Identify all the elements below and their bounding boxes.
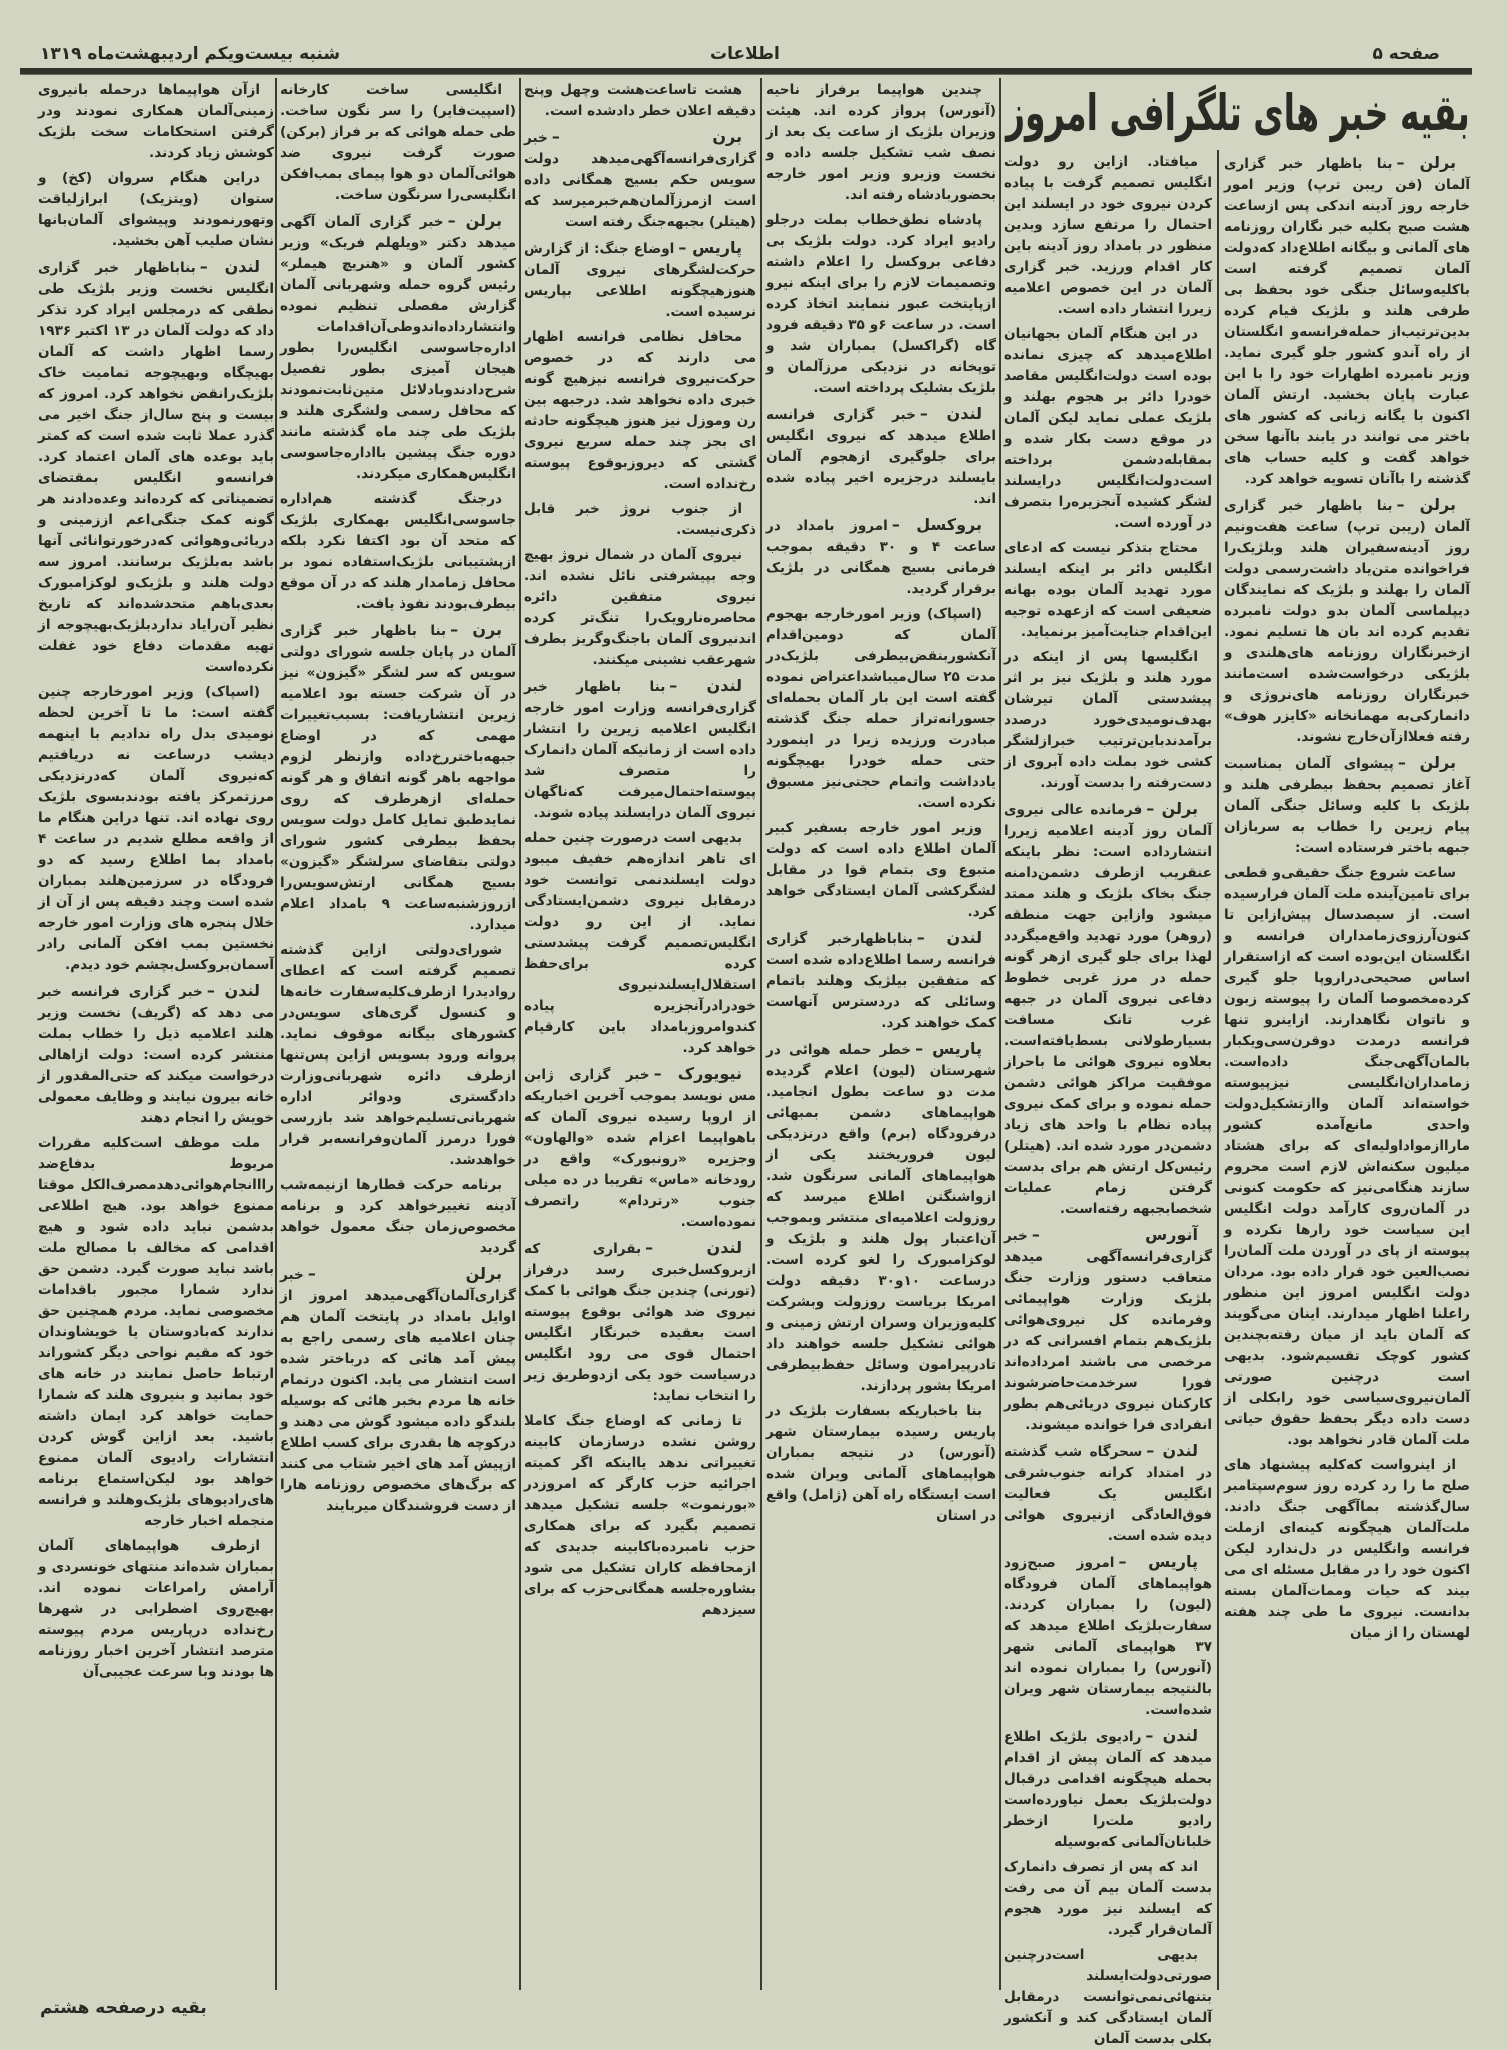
dateline: لندن – xyxy=(645,1238,742,1257)
news-paragraph xyxy=(1004,1857,1212,1941)
news-paragraph xyxy=(280,489,516,615)
masthead xyxy=(20,44,1470,66)
paragraph-text: ساعت شروع جنگ حقیقی‌و قطعی برای تامین‌آینده ملت آلمان فرارسیده است. از سیصدسال پیش‌ازاین تا کنون‌آرزوی‌زمامداران فرانسه و انگلستان این‌بوده است که ازاستقرار اساس صحیحی‌دراروپا جلو گیری کرده‌مخصوصا آلمان را پیوسته زبون و ناتوان نگاهدارند. ازاینرو تنها فرانسه درمدت دوقرن‌سی‌ویکبار بالمان‌آگهی‌جنگ داده‌است. زمامداران‌انگلیسی نیزپیوسته خواسته‌اند آلمان واازتشکیل‌دولت واحدی مانع‌آمده کشور ماراازمواداولیه‌ای که برای هشتاد میلیون سکنه‌اش لازم است محروم سازند هنگامی‌نیز که حکومت کنونی در آلمان‌روی کارآمد دولت انگلیس این سیاست خود رارها نکرده و پیوسته از پای در آوردن ملت آلمان‌را نصب‌العین خود قرار داده بود. مردان دولت انگلیس امروز این منظور راعلنا اظهار میدارند. اینان می‌گویند که آلمان باید از میان رفته‌بچندین کشور کوچک تقسیم‌شود. بدیهی است درچنین صورتی آلمان‌نیروی‌سیاسی خود رابکلی از دست داده دیگر بحفظ حقوق حیاتی ملت آلمان قادر نخواهد بود. xyxy=(1224,865,1470,1448)
dateline: آنورس – xyxy=(1031,1225,1198,1244)
news-paragraph xyxy=(766,927,996,1034)
article-column xyxy=(38,80,274,1987)
paragraph-text: وزیر امور خارجه بسفیر کبیر آلمان اطلاع داده است که دولت متبوع وی بتمام قوا در مقابل لشگرکشی آلمان ایستادگی خواهد کرد. xyxy=(766,820,996,920)
news-paragraph xyxy=(280,210,516,485)
dateline: برلن – xyxy=(1396,153,1457,172)
news-paragraph xyxy=(524,327,756,495)
dateline: نیویورک – xyxy=(653,1064,742,1083)
news-paragraph xyxy=(1004,647,1212,794)
news-paragraph xyxy=(1004,152,1212,320)
paragraph-text: ازآن هواپیماها درحمله بانیروی زمینی‌آلمان همکاری نمودند ودر گرفتن استحکامات سخت بلژیک کوشش زیاد کردند. xyxy=(38,82,274,161)
dateline: برن – xyxy=(450,620,503,639)
news-paragraph xyxy=(524,1411,756,1621)
paragraph-text: از اینرواست که‌کلیه پیشنهاد های صلح ما را رد کرده روز سوم‌سپتامبر سال‌گذشته بماآگهی جنگ دادند. ملت‌آلمان هیچگونه کینه‌ای ازملت فرانسه وانگلیس در دل‌ندارد لیکن اکنون خود را در مقابل مسئله ای می بیند که حیات وممات‌آلمان بسته بدانست. نیروی ما طی چند هفته لهستان را از میان xyxy=(1224,1457,1470,1641)
paragraph-text: برنامه حرکت قطارها ازنیمه‌شب آدینه تغییرخواهد کرد و برنامه مخصوص‌زمان جنگ معمول خواهد گردید xyxy=(280,1177,516,1256)
news-paragraph xyxy=(766,80,996,206)
news-paragraph xyxy=(38,980,274,1129)
dateline: لندن – xyxy=(199,257,261,276)
column-divider xyxy=(760,78,762,1990)
news-paragraph xyxy=(524,80,756,122)
column-divider xyxy=(1217,150,1219,1990)
paragraph-text: خبر گزاری ژابن مس نویسد بموجب آخرین اخباریکه از اروپا رسیده نیروی آلمان که باهواپیما اعزام شده «والهاون» وجزیره «رونبورک» واقع در رودخانه «ماس» تقریبا در ده میلی جنوب «رتردام» راتصرف نموده‌است. xyxy=(524,1067,756,1230)
paragraph-text: میافتاد. ازاین رو دولت انگلیس تصمیم گرفت با پیاده کردن نیروی خود در ایسلند این احتمال را مرتفع سازد وبدین منظور در بامداد روز آدینه باین کار اقدام ورزید. خبر گزاری آلمان در این خصوص اعلامیه زیررا انتشار داده است. xyxy=(1004,154,1212,317)
dateline: بروکسل – xyxy=(891,515,982,534)
news-paragraph xyxy=(280,1175,516,1259)
paragraph-text: (اسپاک) وزیر امورخارجه بهجوم آلمان که دومین‌اقدام آنکشوربنقض‌بیطرفی بلژیک‌در مدت ۲۵ سال‌میباشداعتراض نموده گفته است این بار آلمان بحمله‌ای جسورانه‌تراز حمله جنگ گذشته مبادرت ورزیده زیرا در اینمورد حتی حمله خودرا بهیچگونه یادداشت واتمام حجتی‌نیز مسبوق نکرده است. xyxy=(766,606,996,811)
paragraph-text: بناباظهار خبر گزاری انگلیس نخست وزیر بلژیک طی نطقی که درمجلس ایراد کرد تذکر داد که دولت آلمان در ۱۳ اکتبر ۱۹۳۶ رسما اظهار داشت که آلمان بهیچگاه وبهیچوجه تمامیت خاک بلژیک‌رانقض نخواهد کرد. امروز که بیست و پنج سال‌از جنگ اخیر می گذرد عملا ثابت شده است که کمتر باید بوعده های آلمان اعتماد کرد. فرانسه‌و انگلیس بمقتضای تضمیناتی که کرده‌اند وعده‌دادند هر گونه کمک جنگی‌اعم اززمینی و دریائی‌وهوائی که‌درخورتوانائی آنها باشد به‌بلژیک برسانند. امروز سه دولت هلند و بلژیک‌و لوکزامبورک بعدی‌باهم متحدشده‌اند که تاریخ نظیر آن‌رایاد ندارد‌بلژیک‌بهیچوجه از تهیه مقدمات دفاع خود غفلت نکرده‌است xyxy=(38,260,275,675)
news-paragraph xyxy=(38,256,274,678)
news-paragraph xyxy=(766,604,996,814)
news-paragraph xyxy=(38,682,274,976)
news-paragraph xyxy=(1004,1551,1212,1721)
news-paragraph xyxy=(524,499,756,541)
issue-date: شنبه بیست‌ویکم اردیبهشت‌ماه ۱۳۱۹ xyxy=(40,44,341,64)
news-paragraph xyxy=(1224,752,1470,859)
paragraph-text: پیشوای آلمان بمناسبت آغاز تصمیم بحفظ بیطرفی هلند و بلژیک با کلیه وسائل جنگی آلمان پیام زیرین را خطاب به سربازان جبهه باختر فرستاده است: xyxy=(1224,756,1470,856)
article-column xyxy=(280,80,516,1987)
paragraph-text: بقراری که ازبروکسل‌خبری رسد درفراز (تورنی) چندین جنگ هوائی با کمک نیروی ضد هوائی بوقوع پیوسته است بعقیده خبرنگار انگلیس احتمال قوی می رود انگلیس درسیاست خود یکی ازدوطریق زیر را انتخاب نماید: xyxy=(524,1241,756,1404)
dateline: لندن – xyxy=(919,404,982,423)
dateline: برلن – xyxy=(1146,799,1199,818)
news-paragraph xyxy=(766,514,996,600)
paragraph-text: امروز بامداد در ساعت ۴ و ۳۰ دقیقه بموجب فرمانی بسیج همگانی در بلژیک برقرار گردید. xyxy=(766,518,996,597)
news-paragraph xyxy=(524,1237,756,1407)
paragraph-text: درجنگ گذشته هم‌اداره جاسوسی‌انگلیس بهمکاری بلژیک که متحد آن بود اکتفا نکرد بلکه ازپشتیبانی بلژیک‌استفاده نمود بر محافل زمامدار هلند که در آن موقع بیطرف‌بودند نفوذ یافت. xyxy=(280,491,516,612)
news-paragraph xyxy=(1004,1725,1212,1853)
article-column xyxy=(524,80,756,1987)
column-divider xyxy=(275,78,277,1990)
news-paragraph xyxy=(280,1263,516,1517)
article-column xyxy=(1004,152,1212,2047)
paragraph-text: (اسپاک) وزیر امورخارجه چنین گفته است: ما تا آخرین لحظه نومیدی بدل راه ندادیم با اینهمه دیشب درساعت نه دریافتیم که‌نیروی آلمان که‌درنزدیکی مرزتمرکز یافته بودندبسوی بلژیک روی نهاده اند. تنها دراین هنگام ما از واقعه مطلع شدیم در ساعت ۴ بامداد بما اطلاع رسید که دو فرودگاه در سرزمین‌هلند بمباران شده است وچند دقیقه پس از آن از خلال پنجره های وزارت امور خارجه نخستین بمب افکن آلمانی رادر آسمان‌بروکسل‌بچشم خود دیدم. xyxy=(38,684,274,973)
paragraph-text: بنا باخباریکه بسفارت بلژیک در پاریس رسیده بیمارستان شهر (آنورس) در نتیجه بمباران هواپیماهای آلمانی ویران شده است ایستگاه راه آهن (ژامل) واقع در استان xyxy=(766,1403,996,1524)
dateline: برن – xyxy=(551,127,742,146)
dateline: پاریس – xyxy=(915,1039,982,1058)
news-paragraph xyxy=(1224,494,1470,748)
paragraph-text: خبر گزاری آلمان آگهی میدهد دکتر «ویلهلم فریک» وزیر کشور آلمان و «هنریچ هیملر» رئیس گروه حمله وشهربانی آلمان گزارش مفصلی تنظیم نموده وانتشارداده‌اندوطی‌آن‌اقدامات اداره‌جاسوسی انگلیس‌را بطور هیجان آمیزی بطور تفصیل شرح‌دادندوبادلائل متین‌ثابت‌نمودند که محافل رسمی ولشگری هلند و بلژیک طی چند ماه گذشته مانند دوره جنگ پیشین بااداره‌جاسوسی انگلیس‌همکاری میکردند. xyxy=(280,214,516,482)
dateline: برلن – xyxy=(1397,753,1456,772)
column-divider xyxy=(999,78,1001,1990)
column-divider xyxy=(519,78,521,1990)
paragraph-text: رادیوی بلژیک اطلاع میدهد که آلمان پیش از اقدام بحمله هیچگونه اقدامی درقبال دولت‌بلژیک بعمل نیاورده‌است رادیو ملت‌را ازخطر خلبانان‌آلمانی که‌بوسیله xyxy=(1004,1729,1212,1850)
dateline: پاریس – xyxy=(1118,1552,1199,1571)
paragraph-text: امروز صبح‌زود هواپیماهای آلمان فرودگاه (لیون) را بمباران کردند. سفارت‌بلژیک اطلاع میدهد که ۳۷ هواپیمای آلمانی شهر (آنورس) را بمباران نموده اند بالنتیجه بیمارستان شهر ویران شده‌است. xyxy=(1004,1555,1212,1718)
paragraph-text: خطر حمله هوائی در شهرستان (لیون) اعلام گردیده مدت دو ساعت بطول انجامید. هواپیماهای دشمن بمبهائی درفرودگاه (برم) واقع درنزدیکی لیون فروریختند یکی از هواپیماهای آلمانی سرنگون شد. ازواشنگتن اطلاع میرسد که روزولت اعلامیه‌ای منتشر وبموجب آن‌اعتبار پول هلند و بلژیک و لوکزامبورک را لغو کرده است. درساعت ۱۰و۳۰ دقیقه دولت امریکا بریاست روزولت وبشرکت کلیه‌وزیران وسران ارتش زمینی و هوائی تشکیل جلسه خواهند داد تادرپیرامون وسائل حفظ‌بیطرفی امریکا بشور پردازند. xyxy=(766,1042,996,1394)
paragraph-text: بنا باظهار خبر گزاری آلمان در پایان جلسه شورای دولتی سویس که سر لشگر «گیزون» نیز در آن شرکت جسته بود اعلامیه زیرین انتشاریافت: بسبب‌تغییرات مهمی که در اوضاع جبهه‌باختررخ‌داده وازنظر لزوم مواجهه باهر گونه اتفاق و هر گونه حمله‌ای ازهرطرف که روی نمایدطبق تمایل کامل دولت سویس بحفظ بیطرفی کشور شورای دولتی بتقاضای سرلشگر «گیزون» بسیج همگانی ارتش‌سویس‌را ازروزشنبه‌ساعت ۹ بامداد اعلام میدارد. xyxy=(280,623,516,933)
dateline: لندن – xyxy=(1146,1441,1198,1460)
news-paragraph xyxy=(1224,152,1470,490)
news-paragraph xyxy=(1224,863,1470,1451)
paragraph-text: چندین هواپیما برفراز ناحیه (آنورس) پرواز کرده اند. هیئت وزیران بلژیک از ساعت یک بعد از نصف شب تشکیل جلسه داده و نخست وزیرو وزیر امور خارجه بحضوربادشاه رفته اند. xyxy=(766,82,996,203)
news-paragraph xyxy=(524,126,756,233)
news-paragraph xyxy=(1004,1440,1212,1547)
news-paragraph xyxy=(38,1133,274,1532)
news-paragraph xyxy=(280,619,516,936)
paragraph-text: بنا باظهار خبر گزاری‌فرانسه وزارت امور خارجه انگلیس اعلامیه زیرین را انتشار داده است از زمانیکه آلمان دانمارک را متصرف شد پیوسته‌احتمال‌میرفت که‌ناگهان نیروی آلمان درایسلند پیاده شوند. xyxy=(524,679,756,821)
paragraph-text: بدیهی است‌درچنین صورتی‌دولت‌ایسلند بتنهائی‌نمی‌توانست درمقابل آلمان ایستادگی کند و آنکشور بکلی بدست آلمان xyxy=(1004,1947,1212,2047)
paragraph-text: اند که پس از تصرف دانمارک بدست آلمان بیم آن می رفت که ایسلند نیز مورد هجوم آلمان‌قرار گیرد. xyxy=(1004,1859,1212,1938)
dateline: لندن – xyxy=(916,928,982,947)
paragraph-text: خبر گزاری‌آلمان‌آگهی‌میدهد امروز از اوایل بامداد در پایتخت آلمان هم چنان اعلامیه های رسمی راجع به پیش آمد هائی که درباختر شده است انتشار می یابد. اکنون درتمام خانه ها مردم بخبر هائی که بوسیله بلندگو داده میشود گوش می دهند و درکوچه ها بقدری برای کسب اطلاع ازپیش آمد های اخیر شتاب می کنند که برگ‌های مخصوص روزنامه هارا از دست فروشندگان میربایند xyxy=(280,1267,516,1514)
newspaper-name: اطلاعات xyxy=(710,44,780,64)
article-column xyxy=(766,80,996,1987)
paragraph-text: سحرگاه شب گذشته در امتداد کرانه جنوب‌شرقی انگلیس یک فعالیت فوق‌العادگی ازنیروی هوائی دیده شده است. xyxy=(1004,1444,1212,1544)
news-paragraph xyxy=(1004,1945,1212,2050)
paragraph-text: فرمانده عالی نیروی آلمان روز آدینه اعلامیه زیررا انتشارداده است: نظر باینکه عنقریب ازطرف دشمن‌دامنه جنگ بخاک بلژیک و هلند ممتد میشود وازاین جهت منطقه (روهر) مورد تهدید واقع‌میگردد لهذا برای جلو گیری ازهر گونه حمله در مرز غربی خطوط دفاعی نیروی آلمان در جبهه غرب تانک مسافت بسیارطولانی بسط‌یافته‌است. بعلاوه نیروی هوائی ما باحراز موفقیت مراکز هوائی دشمن حمله نموده و برای کمک نیروی پیاده نظام با واحد های زیاد دشمن‌در مورد شده اند. (هیتلر) رئیس‌کل ارتش هم برای بدست گرفتن زمام عملیات شخصابجبهه رفته‌است. xyxy=(1004,802,1212,1217)
news-paragraph xyxy=(1224,1455,1470,1644)
continued-notice: بقیه درصفحه هشتم xyxy=(40,1998,207,2018)
paragraph-text: محتاج بتذکر نیست که ادعای انگلیس دائر بر اینکه ایسلند مورد تهدید آلمان بوده بهانه ضعیفی است که ازعهده توجیه این‌اقدام جنایت‌آمیز برنمیاید. xyxy=(1004,540,1212,640)
news-paragraph xyxy=(524,237,756,323)
paragraph-text: از جنوب نروژ خبر قابل ذکری‌نیست. xyxy=(524,501,756,538)
news-paragraph xyxy=(766,210,996,399)
paragraph-text: شورای‌دولتی ازاین گذشته تصمیم گرفته است که اعطای رواديدرا ازطرف‌کلیه‌سفارت خانه‌ها و کنسول گری‌های سویس‌در کشورهای بیگانه موقوف نماید. پروانه ورود بسویس ازاین پس‌تنها ازطرف دائره شهربانی‌وزارت دادگستری ودوائر اداره شهربانی‌تسلیم‌خواهد شد بازرسی فورا درمرز آلمان‌وفرانسه‌بر قرار خواهدشد. xyxy=(280,942,516,1168)
paragraph-text: اوضاع جنگ: از گزارش حرکت‌لشگرهای نیروی آلمان هنوزهیچگونه اطلاعی بپاریس نرسیده است. xyxy=(524,241,756,320)
paragraph-text: ازطرف هواپیماهای آلمان بمباران شده‌اند منتهای خونسردی و آرامش رامراعات نموده اند. بهیچ‌روی اضطرابی در شهرها رخ‌نداده درپاریس مردم پیوسته مترصد انتشار آخرین اخبار روزنامه ها بودند وبا سرعت عجیبی‌آن xyxy=(38,1538,274,1680)
paragraph-text: بناباظهارخبر گزاری فرانسه رسما اطلاع‌داده شده است که متفقین بیلژیک وهلند باتمام وسائلی که دردسترس آنهاست کمک خواهند کرد. xyxy=(766,931,996,1031)
news-paragraph xyxy=(38,1536,274,1683)
news-paragraph xyxy=(1004,798,1212,1220)
dateline: لندن – xyxy=(1145,1726,1199,1745)
news-paragraph xyxy=(38,80,274,164)
headline: بقیه خبر های تلگرافی امروز xyxy=(1006,84,1470,142)
paragraph-text: خبر گزاری فرانسه اطلاع میدهد که نیروی انگلیس برای جلوگیری ازهجوم آلمان بایسلند درجزیره اخیر پیاده شده اند. xyxy=(766,407,996,507)
article-column xyxy=(1224,152,1470,1987)
dateline: لندن – xyxy=(206,981,260,1000)
dateline: برلن – xyxy=(447,211,502,230)
headline-area xyxy=(1002,80,1470,146)
masthead-rule xyxy=(20,68,1472,75)
news-paragraph xyxy=(766,818,996,923)
paragraph-text: ملت موظف است‌کلیه مقررات مربوط بدفاع‌ضد رااانجام‌هوائی‌دهد‌مصرف‌الکل موقتا ممنوع خواهد بود. هیچ اطلاعی بدشمن نباید داده شود و هیچ اقدامی که مخالف با مصالح ملت باشد نباید صورت گیرد. دشمن حق ندارد شمارا مجبور باقدامات مخصوصی نماید. مردم همچنین حق ندارند که‌بادوستان یا خویشاوندان خود که مقیم نواحی دیگر کشوراند ارتباط حاصل نمایند در خانه های خود بمانید و بنیروی هلند که شمارا حمایت خواهد کرد ایمان داشته باشید. بعد ازاین گوش کردن انتشارات رادیوی آلمان ممنوع خواهد بود لیکن‌استماع برنامه های‌رادیوهای بلژیک‌وهلند و فرانسه منجمله اخبار خارجه xyxy=(38,1135,274,1529)
news-paragraph xyxy=(280,940,516,1171)
news-paragraph xyxy=(766,1401,996,1527)
news-paragraph xyxy=(1004,1224,1212,1436)
paragraph-text: پادشاه نطق‌خطاب بملت درجلو رادیو ایراد کرد. دولت بلژیک بی دفاعی بروکسل را اعلام داشته وتصمیمات لازم را برای اینکه نیرو ازپایتخت عبور ننمایند اتخاذ کرده است. در ساعت ۶و ۳۵ دقیقه فرود گاه (گراکسل) بمباران شد و توپخانه در نزدیکی مرزآلمان و بلژیک بشلیک پرداخته است. xyxy=(766,212,997,396)
news-paragraph xyxy=(524,675,756,824)
news-paragraph xyxy=(1004,324,1212,534)
paragraph-text: تا زمانی که اوضاع جنگ کاملا روشن نشده درسازمان کابینه تغییراتی ندهد یااینکه اگر کمیته اجرائیه حزب کارگر که امروزدر «بورنموت» جلسه تشکیل میدهد تصمیم بگیرد که برای همکاری حزب نامبرده‌باکابینه جدیدی که ازمحافظه کاران تشکیل می شود بشاوره‌جلسه همگانی‌حزب که برای سیزدهم xyxy=(524,1413,756,1618)
news-paragraph xyxy=(280,80,516,206)
dateline: برلن – xyxy=(307,1264,502,1283)
news-paragraph xyxy=(1004,538,1212,643)
dateline: لندن – xyxy=(669,676,742,695)
paragraph-text: نیروی آلمان در شمال نروژ بهیچ وجه بپیشرفتی نائل نشده اند. نیروی متفقین دائره محاصره‌نارویک‌را تنگ‌تر کرده اندنیروی آلمان باجنگ‌وگریز بطرف شهرعقب نشینی میکنند. xyxy=(524,547,756,668)
news-paragraph xyxy=(766,403,996,510)
dateline: پاریس – xyxy=(678,238,743,257)
paragraph-text: انگلیسی ساخت کارخانه (اسپیت‌فایر) را سر نگون ساخت. طی حمله هوائی که بر فراز (برکن) صورت گرفت نیروی ضد هوائی‌آلمان دو هوا پیمای بمب‌افکن انگلیسی‌را سرنگون ساخت. xyxy=(280,82,516,203)
paragraph-text: در این هنگام آلمان بجهانیان اطلاع‌میدهد که چیزی نمانده بوده است دولت‌انگلیس مقاصد خودرا دائر بر هجوم بهلند و بلژیک عملی نماید لیکن آلمان در موقع دست بکار شده و بمقابله‌دشمن برداخته است‌دولت‌انگلیس درایسلند لشگر کشیده آنجزیره‌را بتصرف در آورده است. xyxy=(1004,326,1212,531)
news-paragraph xyxy=(524,545,756,671)
page-number: صفحه ۵ xyxy=(1372,44,1440,64)
paragraph-text: خبر گزاری فرانسه خبر می دهد که (گریف) نخست وزیر هلند اعلامیه ذیل را خطاب بملت منتشر کرده است: دولت ازاهالی درخواست میکند که حتی‌المقدور از خانه بیرون نیایند و وظایف معمولی خویش را انجام دهند xyxy=(38,984,274,1126)
news-paragraph xyxy=(524,1063,756,1233)
dateline: برلن – xyxy=(1396,495,1457,514)
news-paragraph xyxy=(766,1038,996,1397)
news-paragraph xyxy=(524,828,756,1059)
paragraph-text: محافل نظامی فرانسه اظهار می دارند که در خصوص حرکت‌نیروی فرانسه نیزهیچ گونه خبری داده نخواهد شد. درجبهه بین رن وموزل نیز هنوز هیچگونه حادثه ای بجز چند حمله سریع نیروی گشتی که دیروزبوقوع پیوسته رخ‌نداده است. xyxy=(524,329,756,492)
paragraph-text: بنا باظهار خبر گزاری آلمان (فن ریبن ترپ) وزیر امور خارجه روز آدینه اندکی پس ازساعت هشت صبح بکلیه خبر نگاران روزنامه های آلمانی و بیگانه اطلاع‌داد که‌دولت آلمان تصمیم گرفته است باکلیه‌وسائل جنگی خود بحفظ بی طرفی هلند و بلژیک قیام کرده بدین‌ترتیب‌از حمله‌فرانسه‌و انگلستان از راه آندو کشور جلو گیری نماید. وزیر نامبرده اظهارات خود را با این عبارت پایان بخشید. ارتش آلمان اکنون با یگانه زبانی که کشور های باختر می توانند در یابند باآنها سخن خواهد گفت و کلیه حساب های گذشته را باآنان تسویه خواهد کرد. xyxy=(1224,156,1470,487)
paragraph-text: بدیهی است درصورت چنین حمله ای تاهر اندازه‌هم خفیف میبود دولت ایسلندنمی توانست خود درمقابل نیروی دشمن‌ایستادگی نماید. از این رو دولت انگلیس‌تصمیم گرفت پیشدستی کرده برای‌حفظ استقلال‌ایسلندنیروی خودرادرآنجزیره پیاده کندوامروزبامداد باین کارقیام خواهد کرد. xyxy=(524,830,756,1056)
news-paragraph xyxy=(38,168,274,252)
paragraph-text: انگلیسها پس از اینکه در مورد هلند و بلژیک نیز بر اثر پیشدستی آلمان تیرشان بهدف‌نومیدی‌خورد درصدد برآمدند‌باین‌ترتیب خبرازلشگر کشی خود بملت داده آبروی از دست‌رفته را بدست آورند. xyxy=(1004,649,1212,791)
paragraph-text: خبر گزاری‌فرانسه‌آگهی‌میدهد دولت سویس حکم بسیج همگانی داده است ازمرزآلمان‌هم‌خبرمیرسد که (هیتلر) بجبهه‌جنگ رفته است xyxy=(524,130,756,230)
paragraph-text: خبر گزاری‌فرانسه‌آگهی میدهد متعاقب دستور وزارت جنگ بلژیک وزارت هواپیمائی وفرمانده کل نیروی‌هوائی بلژیک‌هم بتمام افسرانی که در مرخصی می باشند امرداده‌اند فورا سرخدمت‌حاضرشوند کارکنان نیروی دریائی‌هم بطور انفرادی فرا خوانده میشوند. xyxy=(1004,1228,1212,1433)
paragraph-text: بنا باظهار خبر گزاری آلمان (ریبن ترپ) ساعت هفت‌ونیم روز آدینه‌سفیران هلند وبلژیک‌را فراخوانده متن‌یاد داشت‌رسمی دولت آلمان را بهلند و بلژیک که نمایندگان دیپلماسی آلمان بدو دولت نامبرده تقدیم کرده اند بان ها تسلیم نمود. ازخبرنگاران روزنامه های‌هلندی و بلژیکی درخواست‌شده است‌مانند خبرنگاران روزنامه های‌نروژی و دانمارکی‌به مهمانخانه «کایزر هوف» رفته فعلاازآن‌خارج نشوند. xyxy=(1224,498,1470,745)
paragraph-text: دراین هنگام سروان (کخ) و ستوان (ویتزیک) ابرازلیاقت وتهورنمودند وپیشوای آلمان‌بانها نشان صلیب آهن بخشید. xyxy=(38,170,274,249)
paragraph-text: هشت تاساعت‌هشت وچهل وپنج دقیقه اعلان خطر دادشده است. xyxy=(524,82,756,119)
